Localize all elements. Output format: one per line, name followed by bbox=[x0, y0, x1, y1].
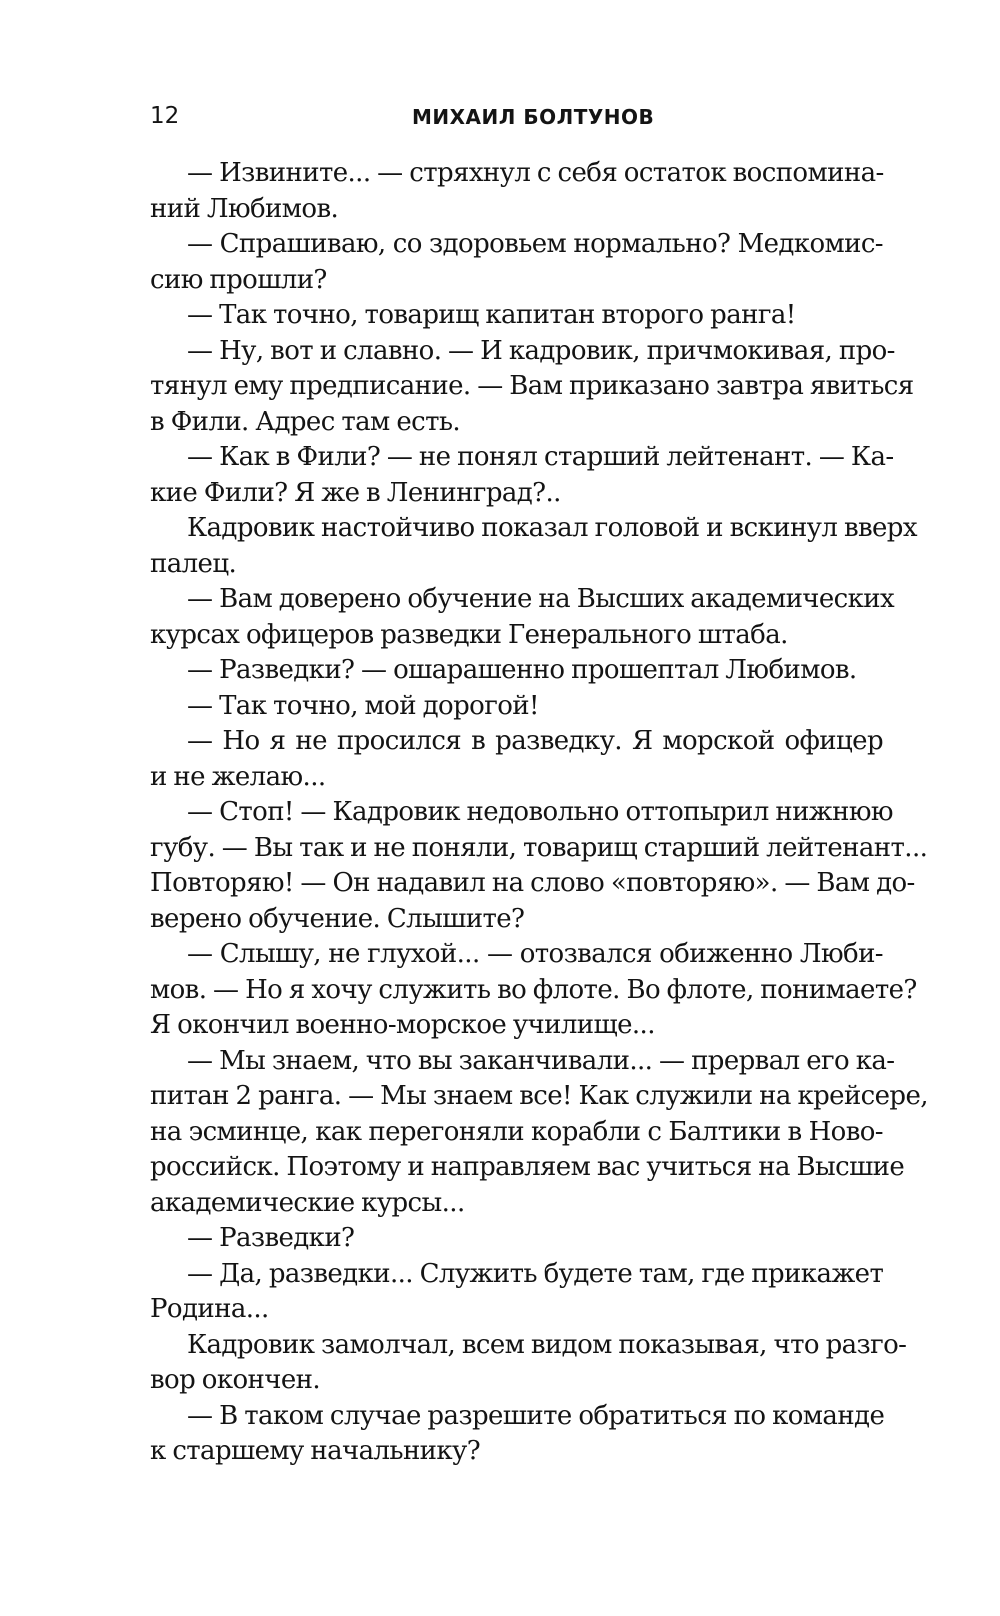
page-number: 12 bbox=[150, 103, 180, 129]
text-line: в Фили. Адрес там есть. bbox=[150, 406, 461, 437]
text-line: — Разведки? — ошарашенно прошептал Любимов. bbox=[187, 655, 857, 685]
text-line: — Так точно, мой дорогой! bbox=[187, 690, 539, 721]
text-line: курсах офицеров разведки Генерального штаба. bbox=[150, 619, 788, 650]
text-line: академические курсы... bbox=[150, 1187, 465, 1218]
text-line: на эсминце, как перегоняли корабли с Балтики в Ново- bbox=[150, 1116, 883, 1147]
text-line: — В таком случае разрешите обратиться по команде bbox=[187, 1400, 885, 1431]
text-line: — Извините... — стряхнул с себя остаток воспомина- bbox=[187, 158, 884, 188]
text-line: Родина... bbox=[150, 1294, 269, 1324]
text-line: — Как в Фили? — не понял старший лейтенант. — Ка- bbox=[187, 442, 894, 472]
text-line: Я окончил военно-морское училище... bbox=[150, 1010, 655, 1040]
text-line: Кадровик настойчиво показал головой и вскинул вверх bbox=[187, 513, 917, 543]
text-line: — Разведки? bbox=[187, 1223, 355, 1253]
running-header bbox=[150, 103, 883, 139]
text-line: тянул ему предписание. — Вам приказано завтра явиться bbox=[150, 371, 914, 401]
text-line: российск. Поэтому и направляем вас учиться на Высшие bbox=[150, 1152, 905, 1182]
text-line: — Но я не просился в разведку. Я морской офицер bbox=[187, 726, 883, 756]
text-line: вор окончен. bbox=[150, 1365, 321, 1395]
text-line: Повторяю! — Он надавил на слово «повторяю». — Вам до- bbox=[150, 868, 915, 898]
text-line: к старшему начальнику? bbox=[150, 1436, 481, 1466]
text-line: — Слышу, не глухой... — отозвался обиженно Люби- bbox=[187, 939, 883, 969]
text-line: — Так точно, товарищ капитан второго ранга! bbox=[187, 300, 796, 330]
text-line: ний Любимов. bbox=[150, 193, 339, 224]
text-line: питан 2 ранга. — Мы знаем все! Как служили на крейсере, bbox=[150, 1081, 928, 1111]
text-line: — Мы знаем, что вы заканчивали... — прервал его ка- bbox=[187, 1045, 895, 1076]
body-text bbox=[150, 156, 928, 1470]
text-line: — Вам доверено обучение на Высших академических bbox=[187, 584, 895, 614]
text-line: — Ну, вот и славно. — И кадровик, причмокивая, про- bbox=[187, 335, 895, 366]
text-line: Кадровик замолчал, всем видом показывая, что разго- bbox=[187, 1329, 907, 1360]
text-line: верено обучение. Слышите? bbox=[150, 903, 525, 934]
text-line: и не желаю... bbox=[150, 761, 326, 792]
text-line: — Спрашиваю, со здоровьем нормально? Медкомис- bbox=[187, 229, 883, 259]
text-line: кие Фили? Я же в Ленинград?.. bbox=[150, 477, 561, 508]
text-line: — Да, разведки... Служить будете там, где прикажет bbox=[187, 1258, 884, 1289]
text-line: мов. — Но я хочу служить во флоте. Во флоте, понимаете? bbox=[150, 974, 917, 1005]
text-line: губу. — Вы так и не поняли, товарищ старший лейтенант... bbox=[150, 832, 928, 863]
author-name: МИХАИЛ БОЛТУНОВ bbox=[412, 105, 655, 129]
text-line: сию прошли? bbox=[150, 264, 327, 295]
text-line: палец. bbox=[150, 548, 237, 579]
text-line: — Стоп! — Кадровик недовольно оттопырил нижнюю bbox=[187, 797, 893, 827]
